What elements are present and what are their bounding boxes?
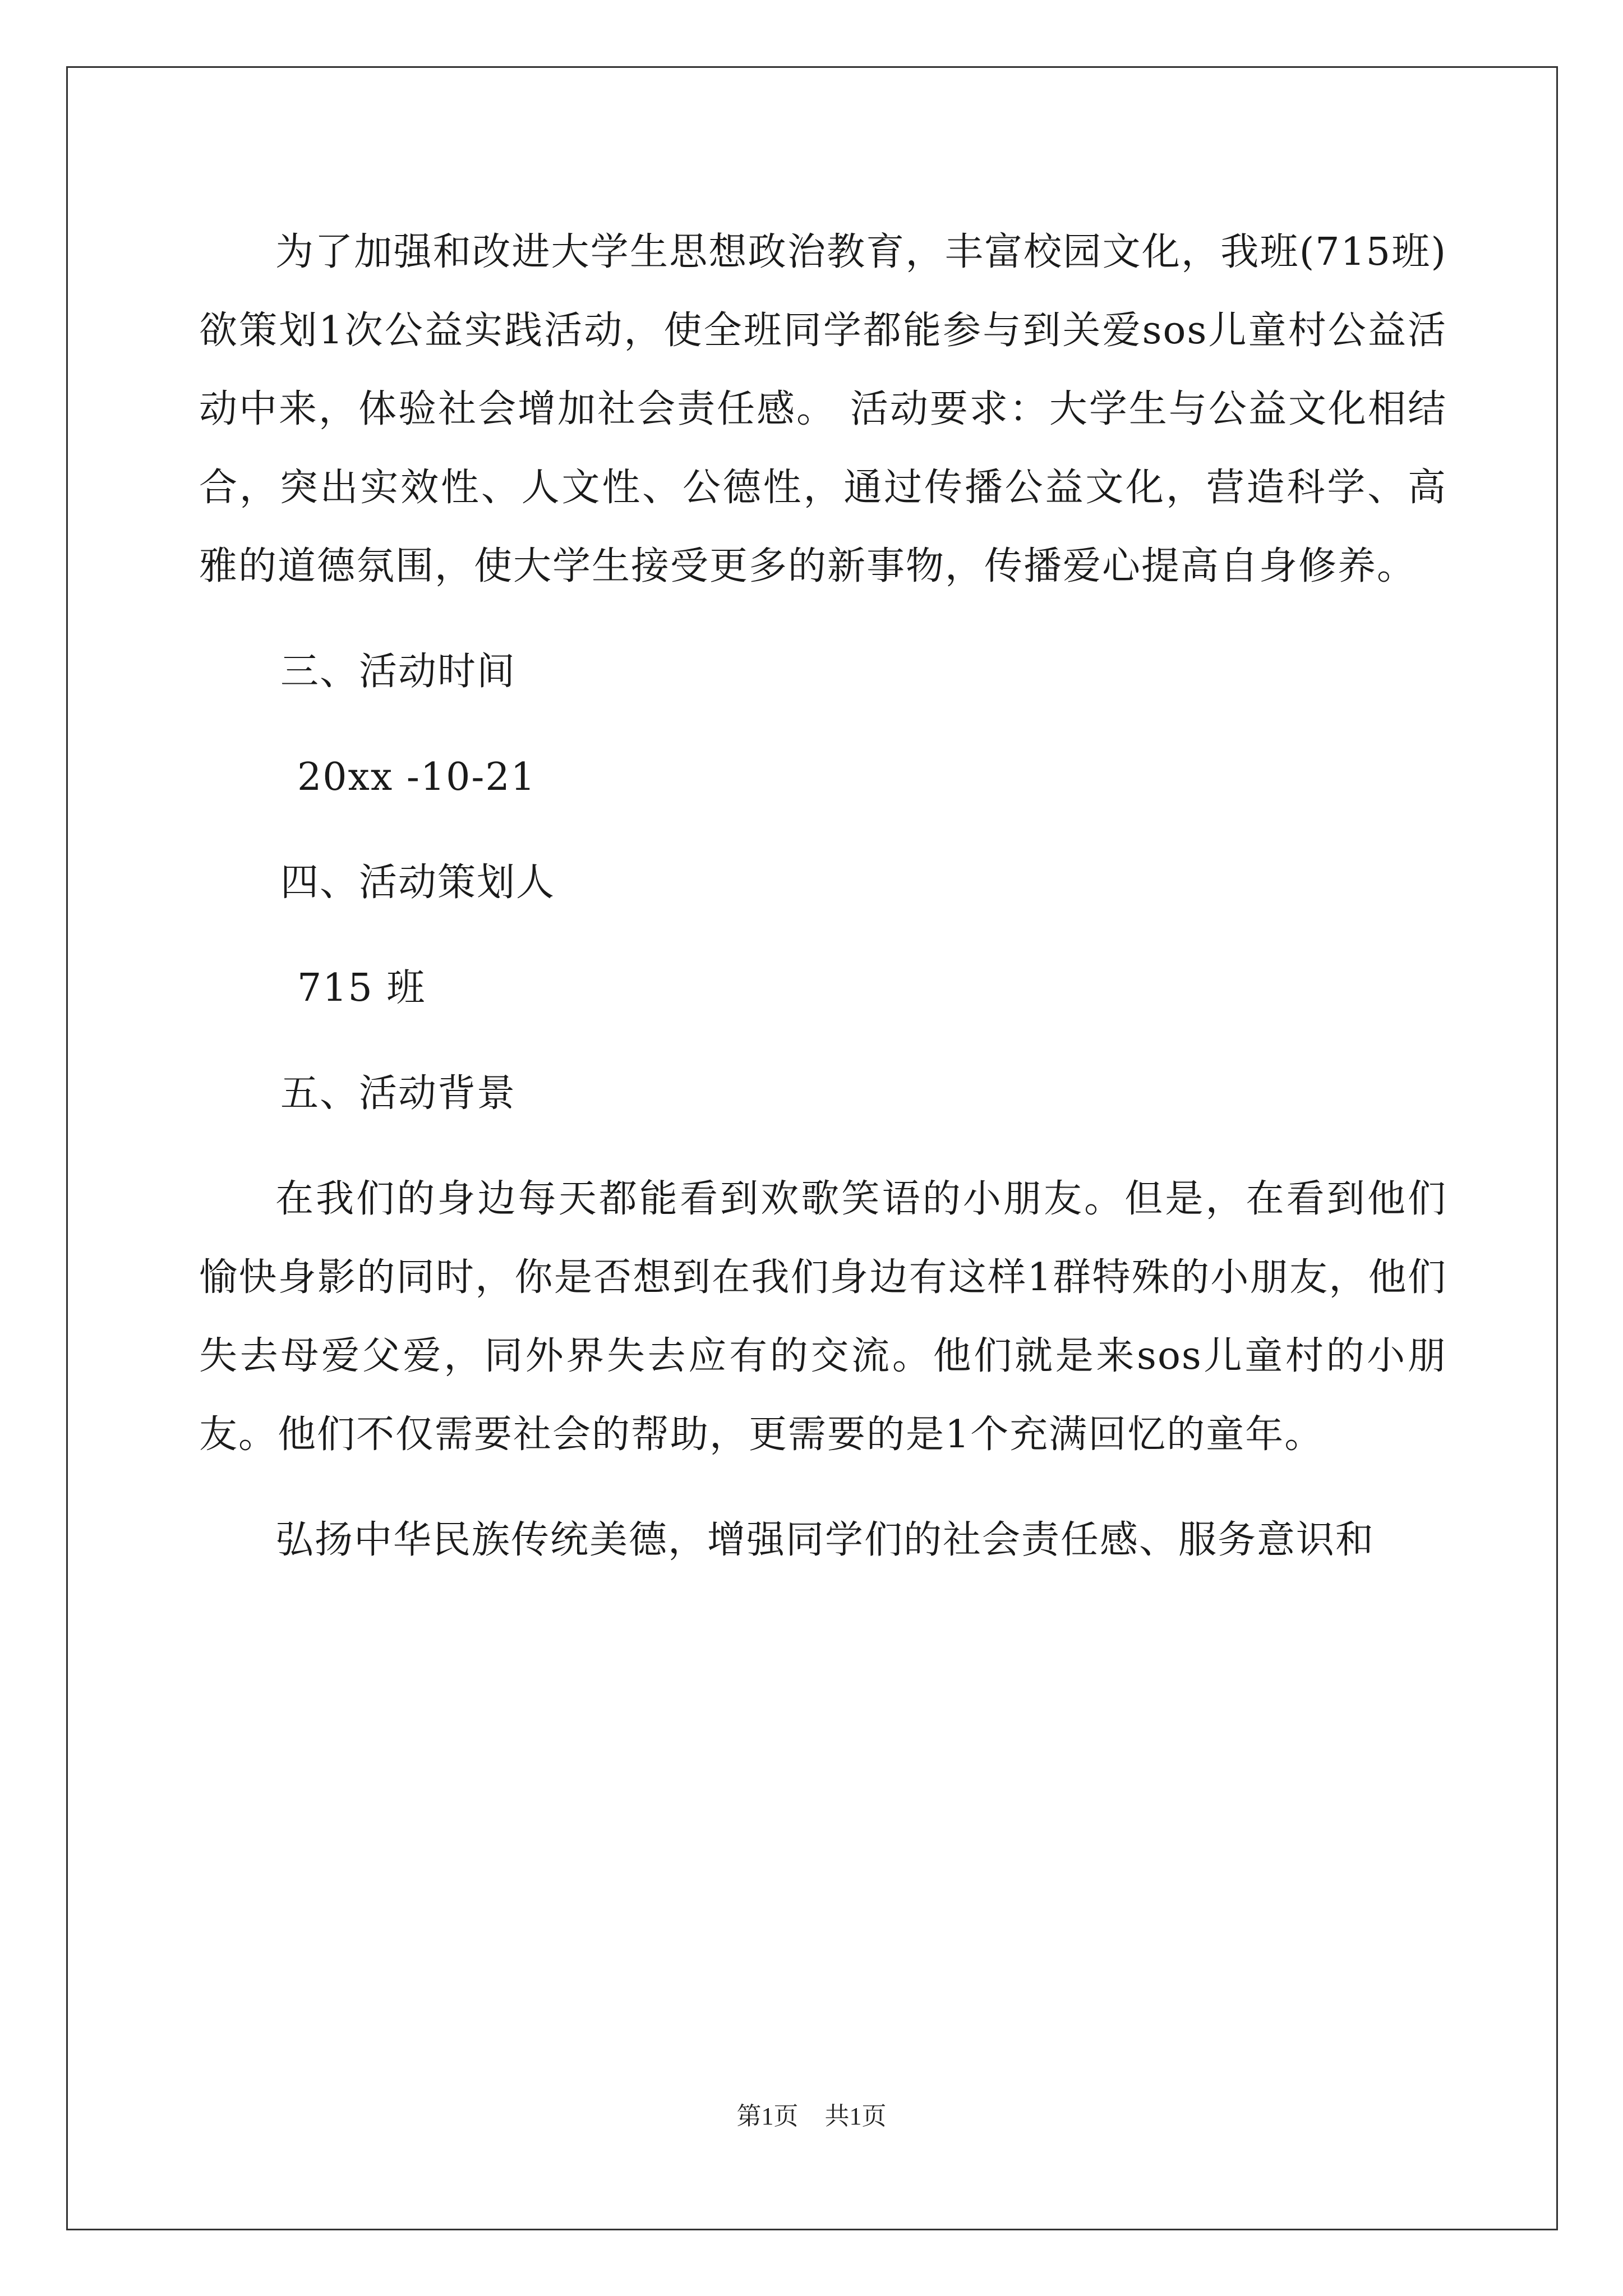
background-paragraph: 在我们的身边每天都能看到欢歌笑语的小朋友。但是，在看到他们愉快身影的同时，你是否想到在我们身边有这样1群特殊的小朋友，他们失去母爱父爱，同外界失去应有的交流。他们就是来sos儿童村的小朋友。他们不仅需要社会的帮助，更需要的是1个充满回忆的童年。 (199, 1177, 1447, 1457)
page-footer (0, 2096, 1623, 2132)
closing-paragraph: 弘扬中华民族传统美德，增强同学们的社会责任感、服务意识和 (275, 1518, 1375, 1562)
planner-value: 715 班 (297, 966, 426, 1010)
document-body (199, 213, 1447, 1580)
activity-time-value: 20xx -10-21 (297, 755, 536, 799)
page-total: 共1页 (824, 2102, 887, 2130)
section-heading-time: 三、活动时间 (280, 650, 517, 694)
section-heading-background: 五、活动背景 (280, 1071, 517, 1116)
page-number: 第1页 (736, 2102, 799, 2130)
section-heading-planner: 四、活动策划人 (280, 861, 556, 905)
intro-paragraph: 为了加强和改进大学生思想政治教育，丰富校园文化，我班(715班)欲策划1次公益实践活动，使全班同学都能参与到关爱sos儿童村公益活动中来，体验社会增加社会责任感。 活动要求：大学生与公益文化相结合，突出实效性、人文性、公德性，通过传播公益文化，营造科学、高雅的道德氛围，使大学生接受更多的新事物，传播爱心提高自身修养。 (199, 230, 1447, 588)
